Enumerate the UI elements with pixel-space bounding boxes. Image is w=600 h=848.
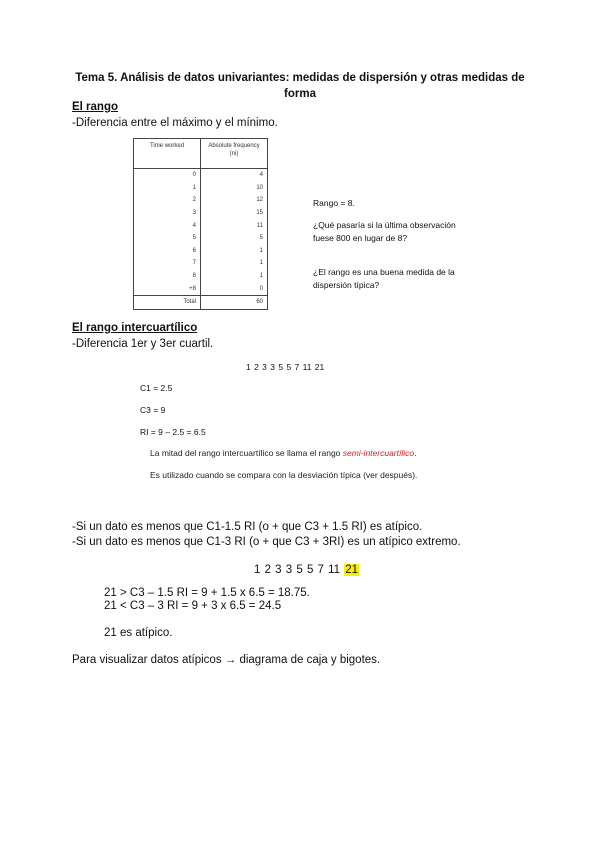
- table-row: 0 4: [134, 169, 267, 182]
- rango-note-value: Rango = 8.: [313, 198, 355, 208]
- outlier-calc-2: 21 < C3 – 3 RI = 9 + 3 x 6.5 = 24.5: [104, 600, 282, 612]
- iqr-c1: C1 = 2.5: [140, 383, 173, 393]
- frequency-table: [133, 138, 268, 310]
- rango-note-question-2: ¿El rango es una buena medida de la dispersión típica?: [313, 267, 455, 290]
- rango-note-question-1: ¿Qué pasaría si la última observación fuese 800 en lugar de 8?: [313, 220, 456, 243]
- iqr-definition: -Diferencia 1er y 3er cuartil.: [72, 338, 214, 350]
- table-total-row: Total 60: [134, 295, 267, 308]
- iqr-c3: C3 = 9: [140, 405, 166, 415]
- section-heading-iqr: El rango intercuartílico: [72, 322, 198, 334]
- table-row: 8 1: [134, 270, 267, 283]
- page-title: Tema 5. Análisis de datos univariantes: medidas de dispersión y otras medidas de forma: [75, 72, 525, 100]
- section-heading-rango: El rango: [72, 101, 119, 113]
- iqr-usage-note: Es utilizado cuando se compara con la desviación típica (ver después).: [150, 470, 418, 480]
- iqr-sequence: 1 2 3 3 5 5 7 11 21: [246, 362, 325, 372]
- outlier-conclusion: 21 es atípico.: [104, 627, 173, 639]
- table-row: 6 1: [134, 245, 267, 258]
- table-row: 2 12: [134, 194, 267, 207]
- iqr-ri: RI = 9 – 2.5 = 6.5: [140, 427, 206, 437]
- outlier-rule-1: -Si un dato es menos que C1-1.5 RI (o + que C3 + 1.5 RI) es atípico.: [72, 521, 423, 533]
- boxplot-note: Para visualizar datos atípicos → diagrama de caja y bigotes.: [72, 654, 381, 666]
- table-header-frequency: Absolute frequency (ni): [201, 139, 268, 169]
- outlier-calc-1: 21 > C3 – 1.5 RI = 9 + 1.5 x 6.5 = 18.75.: [104, 587, 310, 599]
- highlighted-outlier: 21: [345, 564, 359, 576]
- table-row: 1 10: [134, 182, 267, 195]
- table-row: 7 1: [134, 257, 267, 270]
- table-header-time: Time worked: [134, 139, 201, 169]
- outlier-sequence: 1 2 3 3 5 5 7 11 21: [254, 564, 359, 576]
- table-row: 4 11: [134, 219, 267, 232]
- table-row: +8 0: [134, 282, 267, 295]
- table-row: 5 5: [134, 232, 267, 245]
- table-row: 3 15: [134, 207, 267, 220]
- outlier-rule-2: -Si un dato es menos que C1-3 RI (o + que C3 + 3RI) es un atípico extremo.: [72, 536, 461, 548]
- semi-intercuartilico-term: semi-intercuartílico: [342, 448, 415, 458]
- rango-definition: -Diferencia entre el máximo y el mínimo.: [72, 117, 278, 129]
- iqr-semi-note: La mitad del rango intercuartílico se llama el rango semi-intercuartílico.: [150, 448, 417, 458]
